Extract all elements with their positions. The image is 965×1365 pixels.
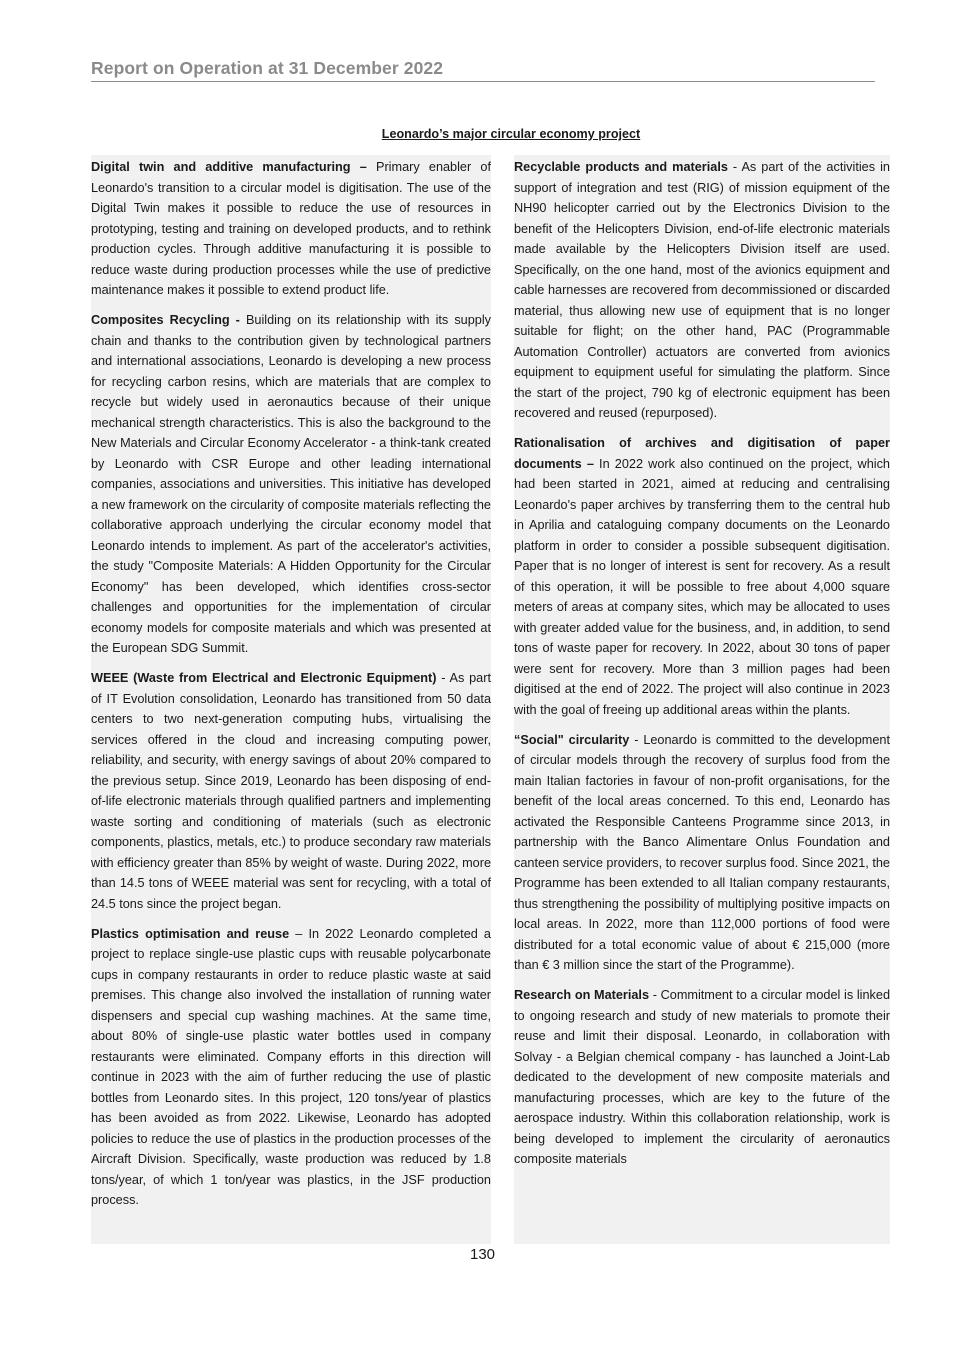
paragraph-composites-recycling [91,310,491,659]
paragraph-lead: Plastics optimisation and reuse [91,926,290,941]
paragraph-lead: Digital twin and additive manufacturing – [91,160,367,174]
paragraph-lead: Recyclable products and materials [514,160,728,174]
right-column [514,155,890,1244]
paragraph-text: In 2022 work also continued on the project, which had been started in 2021, aimed at reducing and centralising Leonardo's paper archives by transferring them to the central hub in Aprilia and cataloguing company documents on the Leonardo platform in order to consider a possible subsequent digitisation. Paper that is no longer of interest is sent for recovery. As a result of this operation, it will be possible to free about 4,000 square meters of areas at company sites, which may be allocated to uses with greater added value for the business, and, in addition, to send tons of waste paper for recovery. In 2022, about 30 tons of paper were sent for recovery. More than 3 million pages had been digitised at the end of 2022. The project will also continue in 2023 with the goal of freeing up additional areas within the plants. [514,456,890,717]
paragraph-text: - Leonardo is committed to the development of circular models through the recovery of surplus food from the main Italian factories in favour of non-profit organisations, for the benefit of the local areas concerned. To this end, Leonardo has activated the Responsible Canteens Programme since 2013, in partnership with the Banco Alimentare Onlus Foundation and canteen service providers, to recover surplus food. Since 2021, the Programme has been extended to all Italian company restaurants, thus strengthening the possibility of multiplying positive impacts on local areas. In 2022, more than 112,000 portions of food were distributed for a total economic value of about € 215,000 (more than € 3 million since the start of the Programme). [514,732,890,973]
paragraph-recyclable-products [514,157,890,424]
paragraph-social-circularity [514,730,890,976]
paragraph-text: Primary enabler of Leonardo's transition to a circular model is digitisation. The use of the Digital Twin makes it possible to reduce the use of resources in prototyping, testing and training on developed products, and to rethink production cycles. Through additive manufacturing it is possible to reduce waste during production processes while the use of predictive maintenance makes it possible to extend product life. [91,160,491,297]
paragraph-lead: WEEE (Waste from Electrical and Electronic Equipment) [91,671,437,686]
paragraph-text: – In 2022 Leonardo completed a project to replace single-use plastic cups with reusable polycarbonate cups in company restaurants in order to reduce plastic waste at said premises. This change also involved the installation of running water dispensers and special cup washing machines. At the same time, about 80% of single-use plastic water bottles used in company restaurants were eliminated. Company efforts in this direction will continue in 2023 with the aim of further reducing the use of plastic bottles from Leonardo sites. In this project, 120 tons/year of plastics has been avoided as from 2022. Likewise, Leonardo has adopted policies to reduce the use of plastics in the production processes of the Aircraft Division. Specifically, waste production was reduced by 1.8 tons/year, of which 1 ton/year was plastics, in the JSF production process. [91,926,491,1208]
paragraph-digital-twin [91,157,491,301]
paragraph-lead: “Social" circularity [514,732,630,747]
page-number: 130 [469,1246,496,1263]
paragraph-archives [514,433,890,720]
section-title: Leonardo’s major circular economy project [381,127,641,141]
paragraph-lead: Composites Recycling - [91,313,240,328]
report-title: Report on Operation at 31 December 2022 [91,58,444,78]
paragraph-plastics [91,924,491,1211]
paragraph-text: - As part of the activities in support of integration and test (RIG) of mission equipment of the NH90 helicopter carried out by the Electronics Division to the benefit of the Helicopters Division, end-of-life electronic materials made available by the Helicopters Division itself are used. Specifically, on the one hand, most of the avionics equipment and cable harnesses are recovered from decommissioned or discarded material, thus allowing new use of equipment that is no longer suitable for flight; on the other hand, PAC (Programmable Automation Controller) actuators are converted from avionics equipment to equipment useful for simulating the platform. Since the start of the project, 790 kg of electronic equipment has been recovered and reused (repurposed). [514,160,890,420]
paragraph-weee [91,668,491,914]
paragraph-text: - As part of IT Evolution consolidation, Leonardo has transitioned from 50 data centers to two next-generation computing hubs, virtualising the services offered in the cloud and increasing computing power, reliability, and security, with energy savings of about 20% compared to the previous setup. Since 2019, Leonardo has been disposing of end-of-life electronic materials through qualified partners and implementing waste sorting and conditioning of materials (such as electronic components, plastics, metals, etc.) to produce secondary raw materials with efficiency greater than 85% by weight of waste. During 2022, more than 14.5 tons of WEEE material was sent for recycling, with a total of 24.5 tons since the project began. [91,671,491,911]
paragraph-text: Building on its relationship with its supply chain and thanks to the contribution given by technological partners and international associations, Leonardo is developing a new process for recycling carbon resins, which are materials that are complex to recycle but widely used in aeronautics because of their unique mechanical strength characteristics. This is also the background to the New Materials and Circular Economy Accelerator - a think-tank created by Leonardo with CSR Europe and other leading international companies, associations and universities. This initiative has developed a new framework on the circularity of composite materials reflecting the collaborative approach underlying the circular economy model that Leonardo intends to implement. As part of the accelerator's activities, the study "Composite Materials: A Hidden Opportunity for the Circular Economy" has been developed, which identifies cross-sector challenges and opportunities for the implementation of circular economy models for composite materials and which was presented at the European SDG Summit. [91,313,491,656]
paragraph-text: - Commitment to a circular model is linked to ongoing research and study of new materials to promote their reuse and limit their disposal. Leonardo, in collaboration with Solvay - a Belgian chemical company - has launched a Joint-Lab dedicated to the development of new composite materials and manufacturing processes, which are key to the future of the aerospace industry. Within this collaboration relationship, work is being developed to implement the circularity of aeronautics composite materials [514,988,890,1167]
left-column [91,155,491,1244]
paragraph-lead: Research on Materials [514,988,650,1003]
paragraph-lead: Rationalisation of archives and digitisation of paper documents – [514,436,890,471]
report-header [91,58,875,82]
paragraph-research-materials [514,985,890,1170]
